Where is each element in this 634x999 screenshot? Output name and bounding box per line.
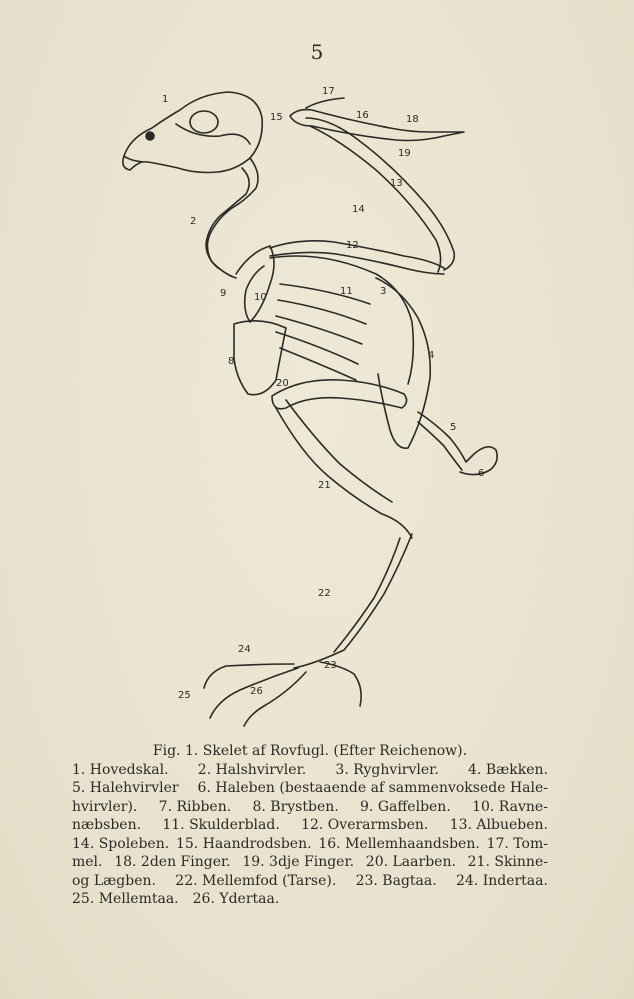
figure-label-21: 21 — [318, 480, 331, 491]
figure-label-24: 24 — [238, 644, 251, 655]
rib-4 — [276, 332, 358, 364]
caption-item: 2. Halshvirvler. — [197, 761, 307, 778]
tibiotarsus-back — [286, 400, 392, 502]
caption-item: 18. 2den Finger. — [114, 854, 231, 870]
caption-item: 19. 3dje Finger. — [242, 854, 355, 870]
caption-item: mel. — [72, 854, 103, 870]
caption-item: 5. Halehvirvler — [72, 780, 179, 796]
caption-item: 17. Tom- — [486, 835, 548, 852]
caption-item: 25. Mellemtaa. — [72, 891, 179, 907]
tibiotarsus-front — [276, 408, 412, 538]
figure-label-16: 16 — [356, 110, 369, 121]
caption-line — [72, 761, 548, 780]
neck-spine-inner — [206, 168, 249, 268]
caption-item: 8. Brystben. — [252, 798, 339, 815]
figure-label-23: 23 — [324, 660, 337, 671]
page-number: 5 — [310, 40, 324, 64]
figure-label-3: 3 — [380, 286, 387, 297]
caption-item: 16. Mellemhaandsben. — [318, 835, 480, 852]
caption-line — [72, 816, 548, 835]
caption-item: 22. Mellemfod (Tarse). — [175, 872, 337, 889]
figure-label-12: 12 — [346, 240, 359, 251]
figure-label-15: 15 — [270, 112, 283, 123]
figure-label-9: 9 — [220, 288, 227, 299]
caption-line — [72, 853, 548, 872]
caption-line — [72, 872, 548, 891]
figure-label-13: 13 — [390, 178, 403, 189]
caption-item: 3. Ryghvirvler. — [335, 761, 439, 778]
figure-label-10: 10 — [254, 292, 267, 303]
rib-5 — [280, 348, 356, 380]
eye-orbit — [190, 111, 218, 133]
caption-item: 23. Bagtaa. — [355, 872, 437, 889]
figure-label-14: 14 — [352, 204, 365, 215]
toe-inner — [204, 664, 294, 688]
figure-label-6: 6 — [478, 468, 485, 479]
figure-label-17: 17 — [322, 86, 335, 97]
figure-label-18: 18 — [406, 114, 419, 125]
figure-label-22: 22 — [318, 588, 331, 599]
caption-line — [72, 779, 548, 798]
caption-item: 1. Hovedskal. — [72, 761, 169, 778]
tarsus-back — [334, 538, 400, 652]
hand-bone — [290, 110, 464, 141]
skeleton-illustration — [100, 78, 540, 728]
figure-label-20: 20 — [276, 378, 289, 389]
caption-item: 9. Gaffelben. — [360, 798, 451, 815]
caption-item: 20. Laarben. — [365, 854, 456, 870]
caption-item: 26. Ydertaa. — [192, 891, 280, 907]
figure-label-8: 8 — [228, 356, 235, 367]
figure-label-26: 26 — [250, 686, 263, 697]
rib-3 — [276, 316, 362, 344]
caption-item: 7. Ribben. — [158, 798, 232, 815]
furcula — [236, 246, 274, 322]
caption-line — [72, 835, 548, 854]
caption-line — [72, 890, 548, 909]
neck-spine — [207, 158, 258, 278]
figure-label-19: 19 — [398, 148, 411, 159]
caption-item: 24. Indertaa. — [455, 872, 548, 889]
caption-item: 6. Haleben (bestaaende af sammenvoksede Hale- — [197, 780, 548, 796]
caption-line — [72, 798, 548, 817]
figure-label-2: 2 — [190, 216, 197, 227]
caption-item: 12. Overarmsben. — [301, 817, 429, 833]
figure-caption — [72, 742, 548, 909]
caption-item: 4. Bækken. — [468, 761, 548, 778]
rib-1 — [280, 284, 370, 304]
caption-item: 10. Ravne- — [472, 798, 548, 815]
ulna-bone — [306, 118, 454, 270]
caption-item: 13. Albueben. — [449, 817, 548, 833]
caption-item: 11. Skulderblad. — [162, 817, 280, 833]
toe-outer — [244, 672, 306, 726]
figure-number-labels — [162, 86, 484, 701]
femur — [272, 380, 407, 409]
pelvis — [376, 278, 430, 448]
figure-label-25: 25 — [178, 690, 191, 701]
caption-item: 14. Spoleben. — [72, 835, 170, 852]
caption-title: Fig. 1. Skelet af Rovfugl. (Efter Reichenow). — [152, 743, 468, 759]
caption-item: 15. Haandrodsben. — [175, 835, 312, 852]
caption-item: næbsben. — [72, 817, 142, 833]
caption-item: hvirvler). — [72, 798, 138, 815]
caption-item: 21. Skinne- — [467, 854, 548, 870]
figure-label-5: 5 — [450, 422, 457, 433]
skull-detail — [176, 124, 250, 144]
figure-label-11: 11 — [340, 286, 353, 297]
thumb-bone — [306, 98, 344, 108]
figure-label-1: 1 — [162, 94, 169, 105]
nostril — [146, 132, 154, 140]
caption-item: og Lægben. — [72, 872, 156, 889]
raptor-skeleton-figure — [100, 78, 540, 728]
figure-label-4: 4 — [428, 350, 435, 361]
